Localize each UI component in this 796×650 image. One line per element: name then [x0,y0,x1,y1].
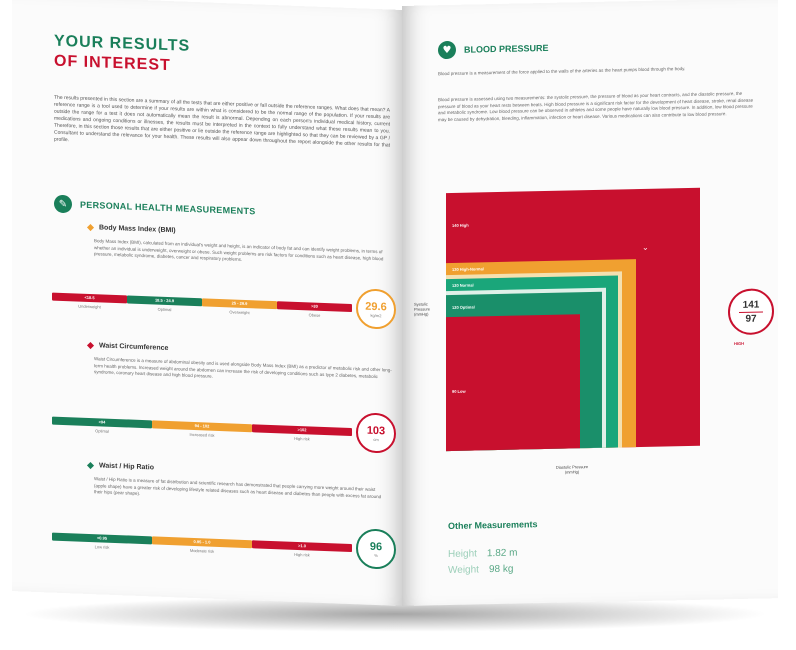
bmi-result-badge [356,288,396,330]
bp-title: BLOOD PRESSURE [464,42,549,55]
ratio-label-3: High risk [294,551,310,558]
bmi-unit: kg/m2 [370,312,382,318]
waist-seg-3: >102 [252,424,352,436]
weight-label: Weight [448,564,479,577]
zone-normal-label: 120 Normal [452,282,474,288]
weight-row [448,564,513,576]
height-label: Height [448,548,477,561]
weight-value: 98 kg [488,563,514,576]
bp-para-1: Blood pressure is a measurement of the force applied to the walls of the arteries as the heart pumps blood through the body. [438,66,686,77]
ratio-value: 96 [369,540,383,553]
ratio-label-1: Low risk [94,544,110,550]
height-value: 1.82 m [486,547,518,560]
zone-optimal-label: 120 Optimal [452,304,475,310]
diamond-icon [87,224,94,231]
intro-paragraph: The results presented in this section are a summary of all the tests that are either positive or fall outside the reference ranges. What does that mean? A reference range is a tool used to determine if your results are within what is considered to be the normal range of the population. If your results are outside the range for a test it does not automatically mean the result is abnormal. Depending on each person's individual medical history, current medications and ongoing conditions or illnesses, the results must be interpreted in the context to fully understand what these results mean to you. Therefore, in this section those results that are either positive or lie outside the reference range are highlighted so that they can be reviewed by a GP / Consultant to understand the relevance for your health. These results will also appear down throughout the report alongside the other results for that profile. [54,94,390,149]
ratio-seg-3: >1.0 [252,540,352,552]
bmi-seg-3: 25 - 29.9 [202,298,277,309]
waist-label-2: Increased risk [189,431,215,438]
waist-result-badge [356,412,396,454]
marker-icon: ⌄ [642,242,649,252]
bp-heading [438,39,549,59]
waist-label-3: High risk [294,435,310,442]
page-title-line2: OF INTEREST [54,52,171,75]
section-heading [54,195,256,221]
diamond-icon [87,342,94,349]
zone-high-normal-label: 130 High-Normal [452,266,484,272]
waist-label-1: Optimal [95,428,109,434]
waist-heading [88,342,168,352]
diamond-icon [87,462,94,469]
bp-status: HIGH [734,340,744,347]
zone-low-label: 90 Low [452,388,466,394]
waist-seg-2: 94 - 102 [152,420,252,432]
systolic-value: 141 [742,299,760,311]
other-measurements-title: Other Measurements [448,519,538,532]
ratio-seg-2: 0.95 - 1.0 [152,536,252,548]
section-title: PERSONAL HEALTH MEASUREMENTS [80,199,256,217]
height-row [448,548,517,560]
bp-y-label: Systolic Pressure (mmHg) [414,301,431,317]
bmi-heading [88,224,176,234]
bmi-label-4: Obese [308,312,321,318]
ratio-text: Waist / Hip Ratio is a measure of fat distribution and scientific research has demonstrated that people carrying more weight around their waist (apple shape) have a greater risk of developing lifestyle related diseases such as heart disease and diabetes than people with excess fat around their hips (pear shape). [94,476,382,499]
page-title-line1: YOUR RESULTS [54,32,191,55]
bmi-seg-2: 18.5 - 24.9 [127,295,202,306]
waist-value: 103 [366,424,386,437]
bmi-title: Body Mass Index (BMI) [99,224,176,235]
bmi-text: Body Mass Index (BMI), calculated from an individual's weight and height, is an indicator of body fat and can identify weight problems, in terms of whether an individual is underweight, overweight or obese. Such weight problems are risk factors for conditions such as heart disease, high blood pressure, metabolic syndrome, diabetes, cancer and respiratory problems. [94,238,384,262]
ratio-title: Waist / Hip Ratio [99,462,154,472]
bmi-label-2: Optimal [157,306,172,313]
pencil-icon: ✎ [54,195,72,214]
waist-unit: cm [373,436,379,442]
bmi-label-1: Underweight [78,303,101,310]
diastolic-value: 97 [745,313,757,325]
zone-low [446,314,580,451]
zone-high-label: 140 High [452,222,469,228]
ratio-label-2: Moderate risk [189,547,215,554]
bmi-seg-4: >30 [277,301,352,312]
bmi-seg-1: <18.5 [52,293,127,304]
bmi-label-3: Overweight [229,309,250,316]
waist-seg-1: <94 [52,417,152,429]
bp-chart [446,188,700,451]
left-page [12,0,402,606]
ratio-unit: % [374,552,378,558]
bp-para-2: Blood pressure is assessed using two measurements: the systolic pressure, the pressure of blood as your heart contracts, and the diastolic pressure, the pressure of blood as your heart rests between beats. High blood pressure is a significant risk factor for the development of heart disease, stroke, renal disease and metabolic syndrome. Low blood pressure can be observed in athletes and some people have naturally low blood pressure. In addition, low blood pressure may be caused by dehydration, bleeding, inflammation, infection or heart disease. Various medications can also contribute to low blood pressure. [438,90,754,122]
bmi-value: 29.6 [365,300,387,313]
ratio-seg-1: <0.95 [52,533,152,545]
heart-icon: ♥ [438,41,456,59]
waist-text: Waist Circumference is a measure of abdominal obesity and is used alongside Body Mass Index (BMI) as a predictor of metabolic risk and other long-term health problems. Increased weight around the abdomen can increase the risk of developing conditions such as type 2 diabetes, metabolic syndrome, coronary heart disease and high blood pressure. [94,356,392,379]
right-page [402,0,778,606]
bp-result-badge [728,288,774,335]
bp-x-label: Diastolic Pressure (mmHg) [555,464,589,475]
ratio-result-badge [356,528,396,570]
ratio-heading [88,462,154,472]
waist-title: Waist Circumference [99,342,169,353]
